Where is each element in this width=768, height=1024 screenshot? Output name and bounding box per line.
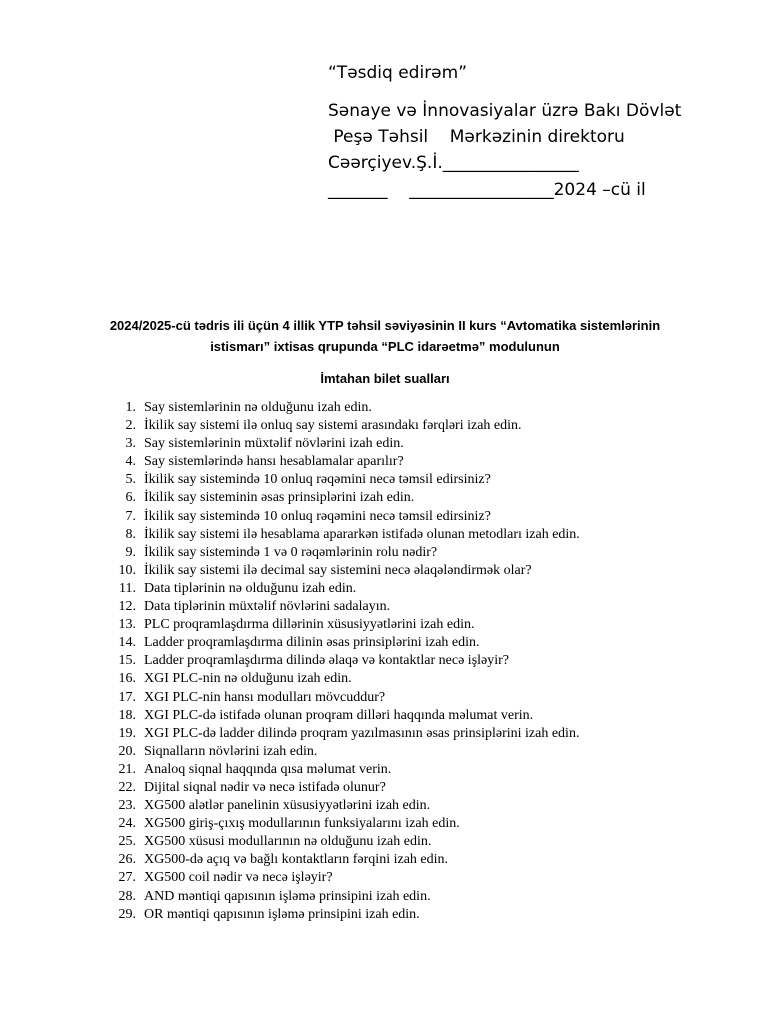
question-text: Data tiplərinin nə olduğunu izah edin. — [144, 580, 357, 596]
question-item — [106, 508, 746, 526]
question-number: 22. — [118, 779, 136, 795]
question-item — [106, 761, 746, 779]
question-number: 8. — [125, 526, 136, 542]
question-item — [106, 399, 746, 417]
question-text: Siqnalların növlərini izah edin. — [144, 743, 318, 759]
question-text: XG500 giriş-çıxış modullarının funksiyalarını izah edin. — [144, 816, 460, 832]
question-item — [106, 616, 746, 634]
question-number: 21. — [118, 761, 136, 777]
question-text: Ladder proqramlaşdırma dilində əlaqə və kontaktlar necə işləyir? — [144, 653, 510, 669]
approval-organization: Sənaye və İnnovasiyalar üzrə Bakı Dövlət — [328, 101, 682, 121]
question-number: 28. — [118, 888, 136, 904]
question-text: XGI PLC-nin hansı modulları mövcuddur? — [144, 689, 386, 705]
question-number: 3. — [125, 436, 136, 452]
question-item — [106, 743, 746, 761]
heading-line-2: istismarı” ixtisas qrupunda “PLC idarəetmə” modulunun — [210, 339, 560, 354]
question-number: 5. — [125, 472, 136, 488]
question-item — [106, 544, 746, 562]
question-item — [106, 489, 746, 507]
question-item — [106, 652, 746, 670]
question-text: Say sistemlərinin müxtəlif növlərini izah edin. — [144, 436, 404, 452]
question-item — [106, 689, 746, 707]
question-number: 9. — [125, 544, 136, 560]
question-number: 10. — [118, 562, 136, 578]
question-text: XGI PLC-nin nə olduğunu izah edin. — [144, 671, 352, 687]
question-item — [106, 797, 746, 815]
question-list — [106, 399, 746, 924]
question-item — [106, 906, 746, 924]
question-number: 6. — [125, 490, 136, 506]
question-item — [106, 869, 746, 887]
question-item — [106, 526, 746, 544]
question-text: Ladder proqramlaşdırma dilinin əsas prinsiplərini izah edin. — [144, 635, 480, 651]
question-number: 11. — [119, 580, 136, 596]
question-text: İkilik say sistemi ilə hesablama apararkən istifadə olunan metodları izah edin. — [144, 526, 580, 542]
question-text: XG500 alətlər panelinin xüsusiyyətlərini izah edin. — [144, 798, 431, 814]
question-text: İkilik say sistemi ilə onluq say sistemi arasındakı fərqləri izah edin. — [144, 418, 522, 434]
question-text: PLC proqramlaşdırma dillərinin xüsusiyyətlərini izah edin. — [144, 617, 475, 633]
document-heading — [80, 315, 690, 357]
document-subtitle: İmtahan bilet sualları — [320, 371, 450, 386]
question-item — [106, 453, 746, 471]
question-number: 23. — [118, 798, 136, 814]
question-number: 17. — [118, 689, 136, 705]
question-item — [106, 598, 746, 616]
question-number: 26. — [118, 852, 136, 868]
question-text: AND məntiqi qapısının işləmə prinsipini izah edin. — [144, 888, 431, 904]
approval-position: Peşə Təhsil Mərkəzinin direktoru — [328, 127, 625, 147]
question-text: Dijital siqnal nədir və necə istifadə olunur? — [144, 779, 386, 795]
question-number: 1. — [125, 400, 136, 415]
question-item — [106, 833, 746, 851]
question-text: XGI PLC-də ladder dilində proqram yazılmasının əsas prinsiplərini izah edin. — [144, 725, 580, 741]
question-item — [106, 562, 746, 580]
question-text: İkilik say sistemində 1 və 0 rəqəmlərinin rolu nədir? — [144, 544, 438, 560]
question-item — [106, 725, 746, 743]
question-number: 12. — [118, 599, 136, 615]
question-text: Analoq siqnal haqqında qısa məlumat verin. — [144, 761, 392, 777]
question-number: 4. — [125, 454, 136, 470]
question-text: İkilik say sistemi ilə decimal say sistemini necə əlaqələndirmək olar? — [144, 562, 532, 578]
question-item — [106, 634, 746, 652]
question-number: 7. — [125, 508, 136, 524]
question-item — [106, 851, 746, 869]
approval-date-line: _______ _________________2024 –cü il — [328, 180, 646, 200]
question-item — [106, 435, 746, 453]
heading-line-1: 2024/2025-cü tədris ili üçün 4 illik YTP təhsil səviyəsinin II kurs “Avtomatika sistemlərinin — [109, 318, 661, 333]
question-item — [106, 417, 746, 435]
question-number: 29. — [118, 906, 136, 922]
question-number: 14. — [118, 635, 136, 651]
question-item — [106, 707, 746, 725]
question-item — [106, 888, 746, 906]
question-item — [106, 815, 746, 833]
question-item — [106, 670, 746, 688]
approval-title: “Təsdiq edirəm” — [328, 63, 468, 83]
question-text: Say sistemlərində hansı hesablamalar aparılır? — [144, 454, 404, 470]
question-number: 18. — [118, 707, 136, 723]
question-number: 2. — [125, 418, 136, 434]
question-text: İkilik say sistemində 10 onluq rəqəmini necə təmsil edirsiniz? — [144, 472, 491, 488]
question-number: 15. — [118, 653, 136, 669]
question-text: İkilik say sistemində 10 onluq rəqəmini necə təmsil edirsiniz? — [144, 508, 491, 524]
question-text: XG500-də açıq və bağlı kontaktların fərqini izah edin. — [144, 852, 449, 868]
question-text: XGI PLC-də istifadə olunan proqram dilləri haqqında məlumat verin. — [144, 707, 534, 723]
question-text: İkilik say sisteminin əsas prinsiplərini izah edin. — [144, 490, 415, 506]
approval-signatory: Cəərçiyev.Ş.İ.________________ — [328, 153, 579, 173]
question-number: 13. — [118, 617, 136, 633]
question-item — [106, 580, 746, 598]
question-text: Data tiplərinin müxtəlif növlərini sadalayın. — [144, 599, 391, 615]
question-number: 24. — [118, 816, 136, 832]
question-text: Say sistemlərinin nə olduğunu izah edin. — [144, 400, 372, 415]
question-item — [106, 779, 746, 797]
question-number: 20. — [118, 743, 136, 759]
question-number: 19. — [118, 725, 136, 741]
question-item — [106, 471, 746, 489]
question-text: OR məntiqi qapısının işləmə prinsipini izah edin. — [144, 906, 420, 922]
question-number: 27. — [118, 870, 136, 886]
question-text: XG500 coil nədir və necə işləyir? — [144, 870, 333, 886]
question-number: 25. — [118, 834, 136, 850]
question-text: XG500 xüsusi modullarının nə olduğunu izah edin. — [144, 834, 432, 850]
question-number: 16. — [118, 671, 136, 687]
